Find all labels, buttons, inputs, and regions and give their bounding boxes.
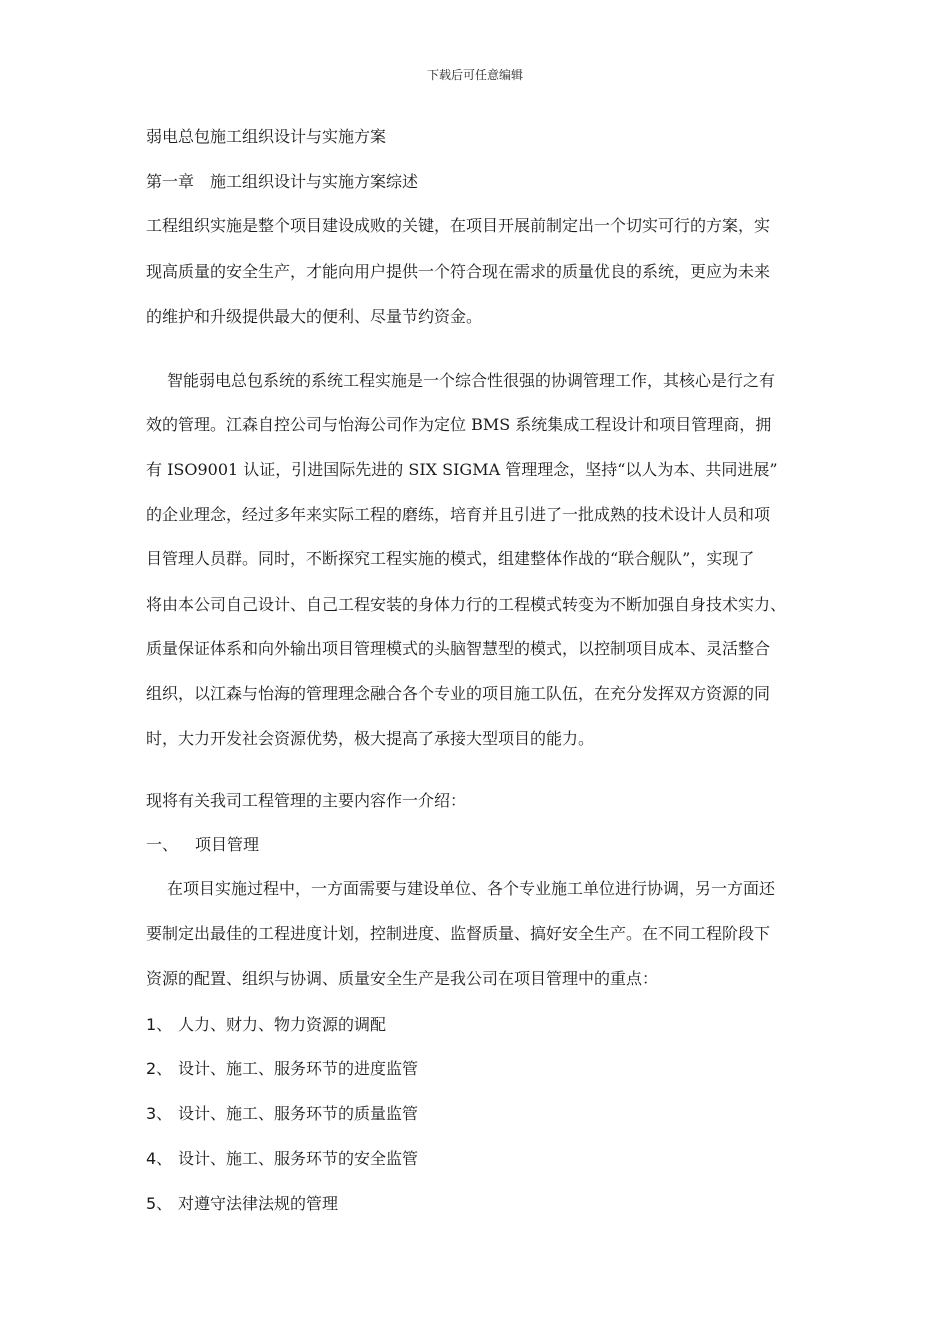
- paragraph-line: 有 ISO9001 认证，引进国际先进的 SIX SIGMA 管理理念，坚持“以人为本、共同进展”: [146, 460, 778, 479]
- list-text: 设计、施工、服务环节的安全监管: [178, 1149, 419, 1168]
- list-number: 1、: [146, 1015, 173, 1034]
- document-title: 弱电总包施工组织设计与实施方案: [146, 127, 387, 146]
- chapter-heading: [146, 172, 816, 192]
- paragraph-line: 工程组织实施是整个项目建设成败的关键，在项目开展前制定出一个切实可行的方案，实: [146, 216, 771, 235]
- list-text: 设计、施工、服务环节的进度监管: [178, 1059, 419, 1078]
- section-title: 项目管理: [195, 835, 260, 854]
- paragraph-line: 将由本公司自己设计、自己工程安装的身体力行的工程模式转变为不断加强自身技术实力、: [146, 595, 787, 614]
- chapter-label: 第一章: [146, 172, 195, 191]
- paragraph-line: 时，大力开发社会资源优势，极大提高了承接大型项目的能力。: [146, 729, 595, 748]
- list-text: 设计、施工、服务环节的质量监管: [178, 1104, 419, 1123]
- paragraph-line: 的企业理念，经过多年来实际工程的磨练，培育并且引进了一批成熟的技术设计人员和项: [146, 505, 771, 524]
- paragraph-line: 组织，以江森与怡海的管理理念融合各个专业的项目施工队伍，在充分发挥双方资源的同: [146, 684, 771, 703]
- list-number: 4、: [146, 1149, 173, 1168]
- paragraph-line: 在项目实施过程中，一方面需要与建设单位、各个专业施工单位进行协调，另一方面还: [167, 879, 776, 898]
- list-number: 5、: [146, 1194, 173, 1213]
- section-number: 一、: [146, 835, 179, 854]
- list-text: 人力、财力、物力资源的调配: [178, 1015, 387, 1034]
- list-item: [146, 1059, 816, 1079]
- header-note: 下载后可任意编辑: [426, 68, 523, 82]
- paragraph-line: 的维护和升级提供最大的便利、尽量节约资金。: [146, 307, 483, 326]
- paragraph-line: 要制定出最佳的工程进度计划，控制进度、监督质量、搞好安全生产。在不同工程阶段下: [146, 924, 771, 943]
- paragraph-line: 现高质量的安全生产，才能向用户提供一个符合现在需求的质量优良的系统，更应为未来: [146, 262, 771, 281]
- paragraph-line: 目管理人员群。同时，不断探究工程实施的模式，组建整体作战的“联合舰队”，实现了: [146, 549, 755, 568]
- list-item: [146, 1149, 816, 1169]
- list-item: [146, 1194, 816, 1214]
- list-item: [146, 1015, 816, 1035]
- paragraph-line: 效的管理。江森自控公司与怡海公司作为定位 BMS 系统集成工程设计和项目管理商，拥: [146, 415, 772, 434]
- paragraph-line: 智能弱电总包系统的系统工程实施是一个综合性很强的协调管理工作，其核心是行之有: [167, 371, 776, 390]
- section-heading: [146, 835, 816, 855]
- paragraph-line: 质量保证体系和向外输出项目管理模式的头脑智慧型的模式，以控制项目成本、灵活整合: [146, 639, 771, 658]
- list-number: 2、: [146, 1059, 173, 1078]
- intro-line: 现将有关我司工程管理的主要内容作一介绍：: [146, 791, 467, 810]
- list-number: 3、: [146, 1104, 173, 1123]
- list-item: [146, 1104, 816, 1124]
- paragraph-line: 资源的配置、组织与协调、质量安全生产是我公司在项目管理中的重点：: [146, 969, 659, 988]
- list-text: 对遵守法律法规的管理: [178, 1194, 339, 1213]
- chapter-title: 施工组织设计与实施方案综述: [210, 172, 419, 191]
